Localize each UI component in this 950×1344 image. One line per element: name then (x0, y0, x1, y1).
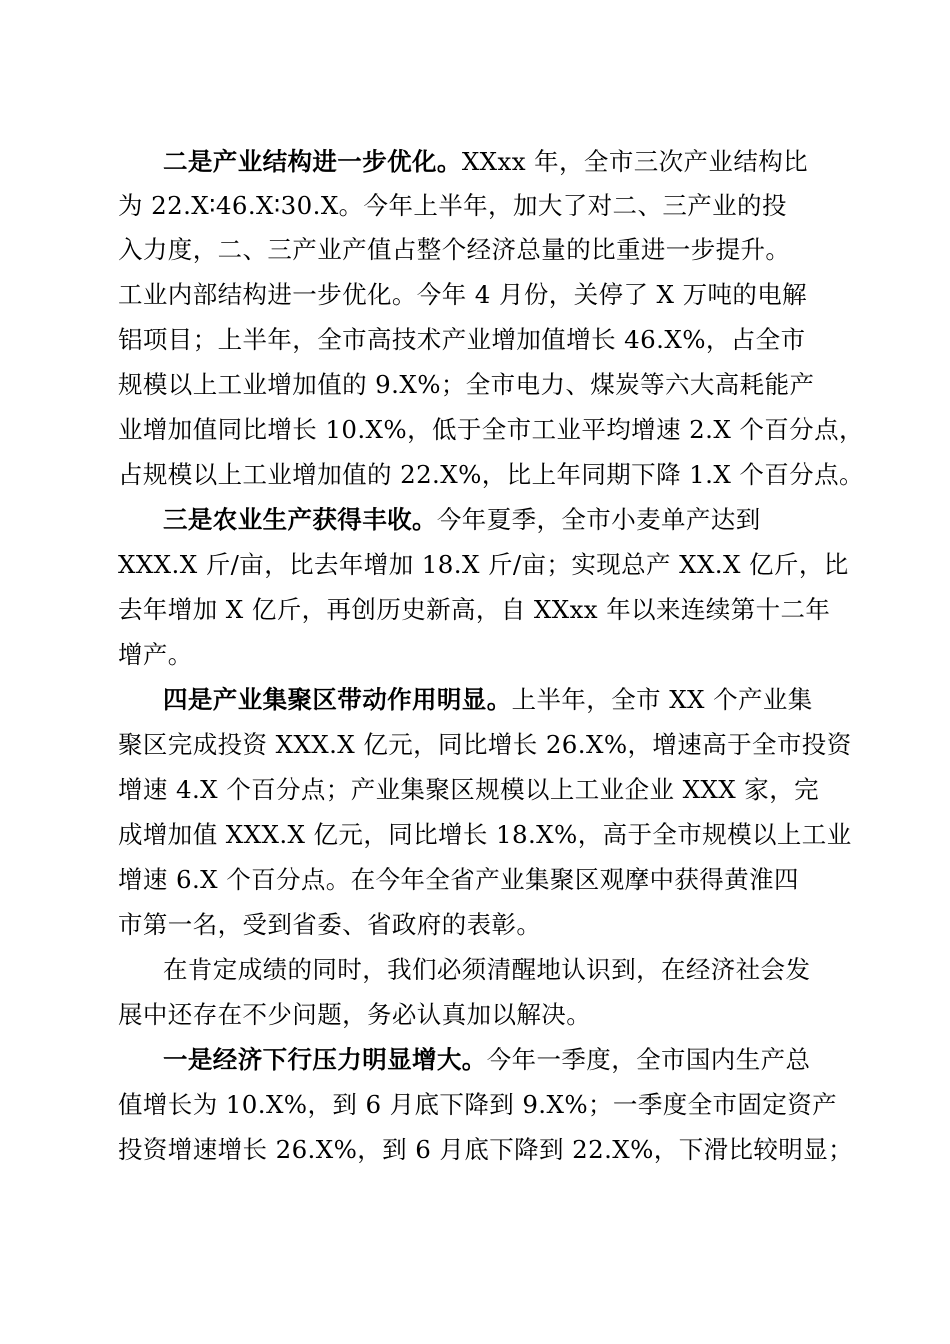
paragraph-5-line-1 (163, 1045, 810, 1075)
paragraph-2-line-2: XXX.X 斤/亩，比去年增加 18.X 斤/亩；实现总产 XX.X 亿斤，比 (118, 550, 849, 579)
paragraph-3-lead: 四是产业集聚区带动作用明显。 (163, 685, 512, 714)
paragraph-1-text: XXxx 年，全市三次产业结构比 (461, 147, 809, 176)
paragraph-2-lead: 三是农业生产获得丰收。 (163, 505, 437, 534)
paragraph-3-line-2: 聚区完成投资 XXX.X 亿元，同比增长 26.X%，增速高于全市投资 (118, 730, 852, 759)
paragraph-3-line-6: 市第一名，受到省委、省政府的表彰。 (118, 910, 542, 939)
paragraph-4-line-1: 在肯定成绩的同时，我们必须清醒地认识到，在经济社会发 (163, 955, 811, 984)
paragraph-3-line-5: 增速 6.X 个百分点。在今年全省产业集聚区观摩中获得黄淮四 (118, 865, 799, 894)
paragraph-1-line-5: 铝项目；上半年，全市高技术产业增加值增长 46.X%，占全市 (118, 325, 806, 354)
paragraph-5-line-2: 值增长为 10.X%，到 6 月底下降到 9.X%；一季度全市固定资产 (118, 1090, 838, 1119)
paragraph-1-line-6: 规模以上工业增加值的 9.X%；全市电力、煤炭等六大高耗能产 (118, 370, 815, 399)
paragraph-2-line-3: 去年增加 X 亿斤，再创历史新高，自 XXxx 年以来连续第十二年 (118, 595, 831, 624)
paragraph-1-line-2: 为 22.X∶46.X∶30.X。今年上半年，加大了对二、三产业的投 (118, 191, 787, 220)
paragraph-1-line-7: 业增加值同比增长 10.X%，低于全市工业平均增速 2.X 个百分点， (118, 415, 864, 444)
paragraph-1-line-3: 入力度，二、三产业产值占整个经济总量的比重进一步提升。 (118, 235, 791, 264)
paragraph-3-line-1 (163, 685, 813, 715)
paragraph-3-text: 上半年，全市 XX 个产业集 (511, 685, 813, 714)
paragraph-1-line-4: 工业内部结构进一步优化。今年 4 月份，关停了 X 万吨的电解 (118, 280, 808, 309)
paragraph-1-line-8: 占规模以上工业增加值的 22.X%，比上年同期下降 1.X 个百分点。 (118, 460, 864, 489)
paragraph-4-line-2: 展中还存在不少问题，务必认真加以解决。 (118, 1000, 592, 1029)
paragraph-2-text: 今年夏季，全市小麦单产达到 (436, 505, 761, 534)
paragraph-5-lead: 一是经济下行压力明显增大。 (163, 1045, 487, 1074)
paragraph-2-line-1 (163, 505, 761, 535)
paragraph-5-text: 今年一季度，全市国内生产总 (486, 1045, 811, 1074)
paragraph-1-line-1 (163, 147, 808, 177)
paragraph-3-line-3: 增速 4.X 个百分点；产业集聚区规模以上工业企业 XXX 家，完 (118, 775, 819, 804)
paragraph-5-line-3: 投资增速增长 26.X%，到 6 月底下降到 22.X%，下滑比较明显； (118, 1135, 854, 1164)
paragraph-2-line-4: 增产。 (118, 640, 193, 669)
paragraph-1-lead: 二是产业结构进一步优化。 (163, 147, 462, 176)
paragraph-3-line-4: 成增加值 XXX.X 亿元，同比增长 18.X%，高于全市规模以上工业 (118, 820, 852, 849)
